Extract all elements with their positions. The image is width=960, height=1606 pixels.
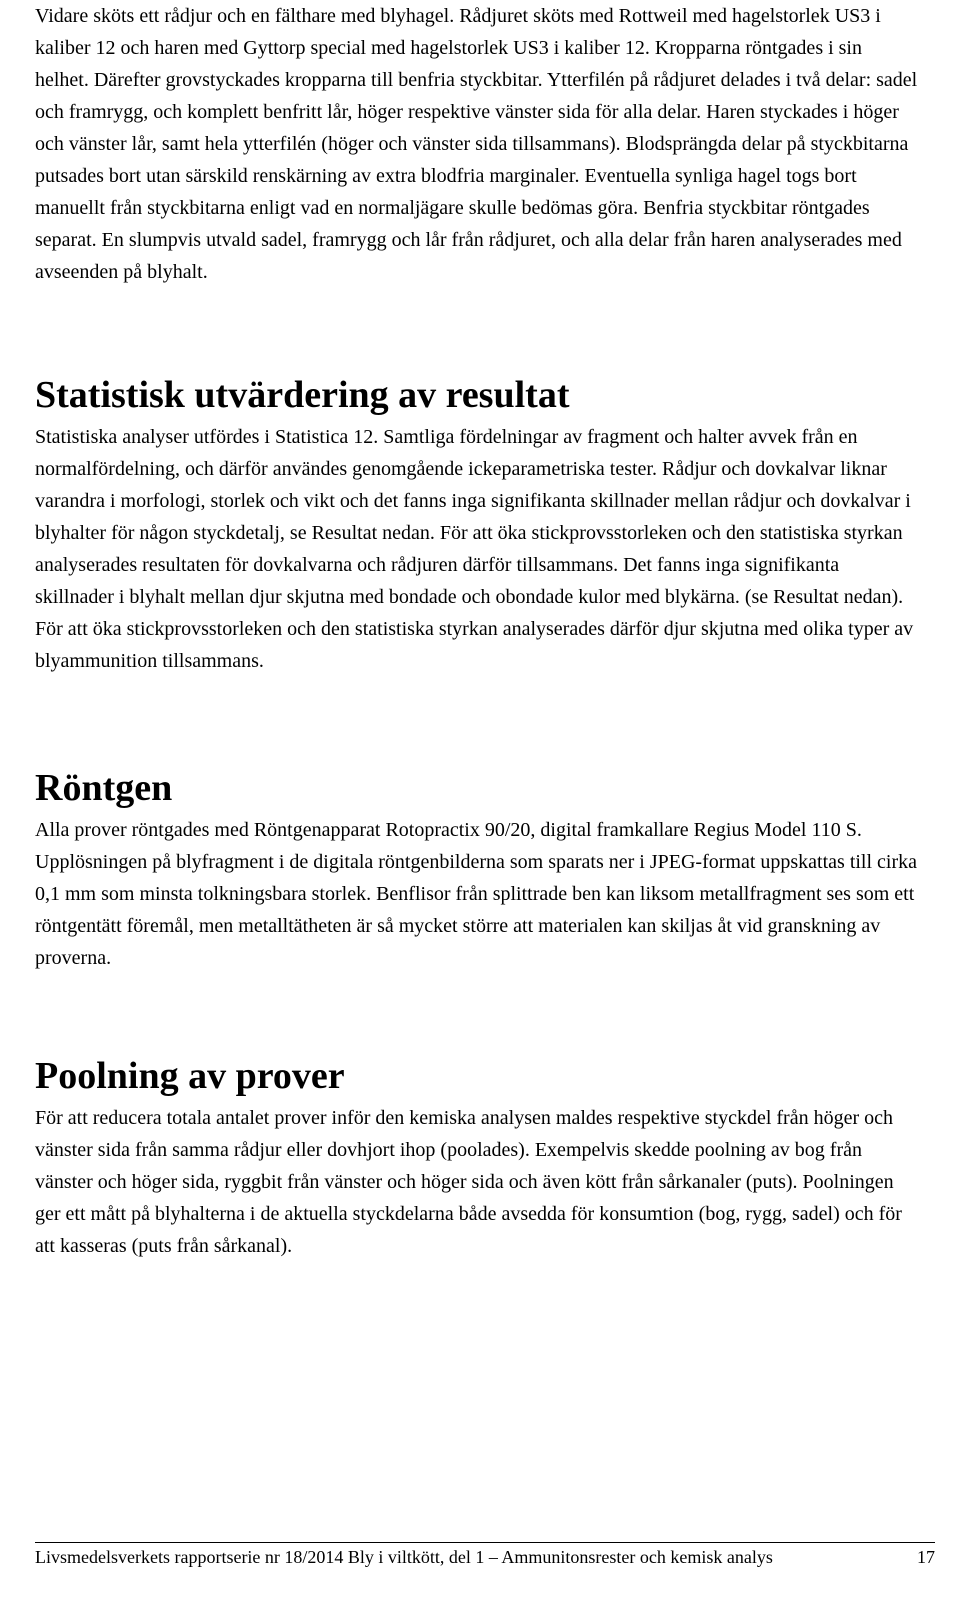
section-heading-rontgen: Röntgen [35,767,173,809]
body-paragraph-2: Statistiska analyser utfördes i Statistica 12. Samtliga fördelningar av fragment och halter avvek från en normalfördelning, och därför användes genomgående ickeparametriska tester. Rådjur och dovkalvar liknar varandra i morfologi, storlek och vikt och det fanns inga signifikanta skillnader mellan rådjur och dovkalvar i blyhalter för någon styckdetalj, se Resultat nedan. För att öka stickprovsstorleken och den statistiska styrkan analyserades resultaten för dovkalvarna och rådjuren därför tillsammans. Det fanns inga signifikanta skillnader i blyhalt mellan djur skjutna med bondade och obondade kulor med blykärna. (se Resultat nedan). För att öka stickprovsstorleken och den statistiska styrkan analyserades därför djur skjutna med olika typer av blyammunition tillsammans. [35,426,914,672]
body-paragraph-4: För att reducera totala antalet prover inför den kemiska analysen maldes respektive styckdel från höger och vänster sida från samma rådjur eller dovhjort ihop (poolades). Exempelvis skedde poolning av bog från vänster och höger sida, ryggbit från vänster och höger sida och även kött från sårkanaler (puts). Poolningen ger ett mått på blyhalterna i de aktuella styckdelarna både avsedda för konsumtion (bog, rygg, sadel) och för att kasseras (puts från sårkanal). [35,1107,902,1257]
section-heading-poolning: Poolning av prover [35,1055,345,1097]
body-paragraph-1: Vidare sköts ett rådjur och en fälthare med blyhagel. Rådjuret sköts med Rottweil med hagelstorlek US3 i kaliber 12 och haren med Gyttorp special med hagelstorlek US3 i kaliber 12. Kropparna röntgades i sin helhet. Därefter grovstyckades kropparna till benfria styckbitar. Ytterfilén på rådjuret delades i två delar: sadel och framrygg, och komplett benfritt lår, höger respektive vänster sida för alla delar. Haren styckades i höger och vänster lår, samt hela ytterfilén (höger och vänster sida tillsammans). Blodsprängda delar på styckbitarna putsades bort utan särskild renskärning av extra blodfria marginaler. Eventuella synliga hagel togs bort manuellt från styckbitarna enligt vad en normaljägare skulle bedömas göra. Benfria styckbitar röntgades separat. En slumpvis utvald sadel, framrygg och lår från rådjuret, och alla delar från haren analyserades med avseenden på blyhalt. [35,5,918,283]
footer-text: Livsmedelsverkets rapportserie nr 18/2014 Bly i viltkött, del 1 – Ammunitonsrester och kemisk analys [35,1547,773,1567]
body-paragraph-3: Alla prover röntgades med Röntgenapparat Rotopractix 90/20, digital framkallare Regius Model 110 S. Upplösningen på blyfragment i de digitala röntgenbilderna som sparats ner i JPEG-format uppskattas till cirka 0,1 mm som minsta tolkningsbara storlek. Benflisor från splittrade ben kan liksom metallfragment ses som ett röntgentätt föremål, men metalltätheten är så mycket större att materialen kan skiljas åt vid granskning av proverna. [35,819,918,969]
section-heading-statistik: Statistisk utvärdering av resultat [35,374,570,416]
page-number: 17 [917,1547,935,1567]
page-footer [35,1542,935,1571]
